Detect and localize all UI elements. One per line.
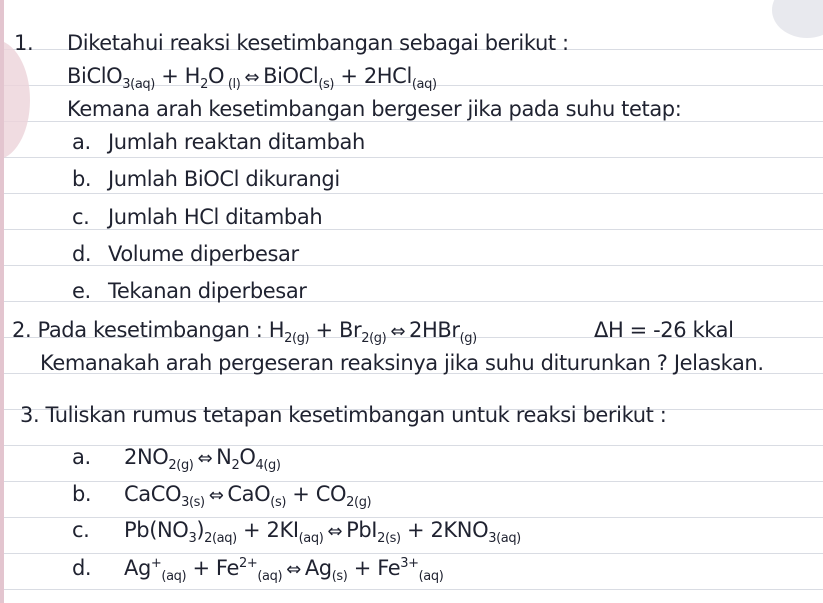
- decorative-blob: [0, 40, 30, 160]
- plus-sign: +: [236, 518, 267, 542]
- item-letter: c.: [72, 205, 90, 229]
- formula-part: 2KI: [266, 518, 299, 542]
- item-text: Jumlah BiOCl dikurangi: [108, 167, 340, 191]
- item-letter: a.: [72, 445, 91, 469]
- state-sub: 2: [231, 458, 240, 474]
- item-letter: b.: [72, 482, 92, 506]
- formula-part: CaCO: [124, 482, 182, 506]
- state-sub: 3(s): [181, 495, 205, 511]
- q1-item-e: [72, 278, 307, 304]
- plus-sign: +: [309, 318, 339, 342]
- q1-item-b: [72, 166, 340, 192]
- state-sub: 3(aq): [488, 531, 521, 547]
- formula-part: O: [239, 445, 256, 469]
- state-sub: (aq): [161, 569, 187, 585]
- formula-part: 2KNO: [430, 518, 489, 542]
- page-margin: [0, 0, 4, 603]
- state-sub: (aq): [298, 531, 324, 547]
- item-text: Jumlah HCl ditambah: [108, 205, 323, 229]
- item-text: Volume diperbesar: [108, 242, 299, 266]
- state-sub: (g): [459, 331, 477, 347]
- equilibrium-arrow-icon: ⇔: [208, 485, 224, 506]
- formula-part: Fe: [377, 556, 401, 580]
- state-sub: (aq): [418, 569, 444, 585]
- charge-sup: 2+: [238, 556, 258, 571]
- reactant-h2: H: [268, 318, 285, 342]
- item-text: Jumlah reaktan ditambah: [108, 130, 365, 154]
- q1-prompt-line: [14, 30, 569, 56]
- state-sub: (s): [270, 495, 286, 511]
- q2-question: Kemanakah arah pergeseran reaksinya jika suhu diturunkan ? Jelaskan.: [40, 351, 764, 375]
- equilibrium-arrow-icon: ⇔: [244, 67, 260, 88]
- formula-part: Pb(NO: [124, 518, 189, 542]
- plus-sign: +: [400, 518, 431, 542]
- plus-sign: +: [347, 556, 378, 580]
- formula-part: Fe: [215, 556, 239, 580]
- state-sub: 2(g): [346, 495, 372, 511]
- formula-part: PbI: [346, 518, 378, 542]
- item-text: Tekanan diperbesar: [108, 279, 307, 303]
- state-sub: 2(g): [284, 331, 310, 347]
- formula-part: N: [216, 445, 232, 469]
- q1-prompt: Diketahui reaksi kesetimbangan sebagai berikut :: [67, 31, 569, 55]
- q1-question: Kemana arah kesetimbangan bergeser jika pada suhu tetap:: [67, 97, 682, 121]
- item-letter: e.: [72, 279, 91, 303]
- state-sub: (aq): [411, 77, 437, 93]
- charge-sup: +: [150, 556, 162, 571]
- equilibrium-arrow-icon: ⇔: [286, 559, 301, 580]
- item-letter: b.: [72, 167, 92, 191]
- equilibrium-arrow-icon: ⇔: [390, 321, 405, 342]
- state-sub: (l): [224, 77, 241, 93]
- q3-item-d: [72, 555, 443, 583]
- state-sub: (aq): [257, 569, 283, 585]
- reactant-br2: Br: [338, 318, 362, 342]
- q2-lead: 2. Pada kesetimbangan :: [12, 318, 269, 342]
- q1-item-d: [72, 241, 299, 267]
- formula-part: CaO: [227, 482, 271, 506]
- q3-item-b: [72, 481, 371, 509]
- equilibrium-arrow-icon: ⇔: [327, 521, 343, 542]
- q1-item-a: [72, 129, 365, 155]
- state-sub: 2: [200, 77, 208, 93]
- plus-sign: +: [154, 64, 185, 88]
- state-sub: (s): [318, 77, 335, 93]
- reactant-biclo3: BiClO: [67, 64, 123, 88]
- q3-lead: 3. Tuliskan rumus tetapan kesetimbangan untuk reaksi berikut :: [20, 403, 667, 427]
- state-sub: (s): [331, 569, 348, 585]
- item-letter: d.: [72, 242, 92, 266]
- product-biocl: BiOCl: [263, 64, 319, 88]
- q1-reaction: [67, 63, 437, 91]
- formula-part: 2NO: [124, 445, 169, 469]
- state-sub: 2(g): [361, 331, 387, 347]
- equilibrium-arrow-icon: ⇔: [197, 448, 213, 469]
- q1-number: 1.: [14, 31, 34, 55]
- plus-sign: +: [286, 482, 316, 506]
- q3-item-c: [72, 517, 521, 545]
- formula-part: Ag: [124, 556, 151, 580]
- item-letter: a.: [72, 130, 91, 154]
- state-sub: 4(g): [255, 458, 281, 474]
- formula-part: Ag: [304, 556, 332, 580]
- q2-enthalpy: ΔH = -26 kkal: [594, 318, 734, 342]
- plus-sign: +: [334, 64, 364, 88]
- state-sub: 2(s): [377, 531, 401, 547]
- state-sub: 2(aq): [204, 531, 237, 547]
- q1-item-c: [72, 204, 322, 230]
- item-letter: d.: [72, 556, 92, 580]
- decorative-blob: [772, 0, 823, 38]
- formula-part: CO: [315, 482, 347, 506]
- state-sub: 2(g): [168, 458, 194, 474]
- charge-sup: 3+: [400, 556, 419, 571]
- plus-sign: +: [186, 556, 216, 580]
- q3-item-a: [72, 444, 281, 472]
- q2-reaction-line: [12, 317, 477, 345]
- product-hbr: 2HBr: [409, 318, 460, 342]
- formula-part: ): [196, 518, 205, 542]
- state-sub: 3: [188, 531, 197, 547]
- item-letter: c.: [72, 518, 90, 542]
- product-hcl: 2HCl: [363, 64, 412, 88]
- reactant-water: H: [184, 64, 201, 88]
- reactant-water-o: O: [207, 64, 225, 88]
- state-sub: 3(aq): [122, 77, 155, 93]
